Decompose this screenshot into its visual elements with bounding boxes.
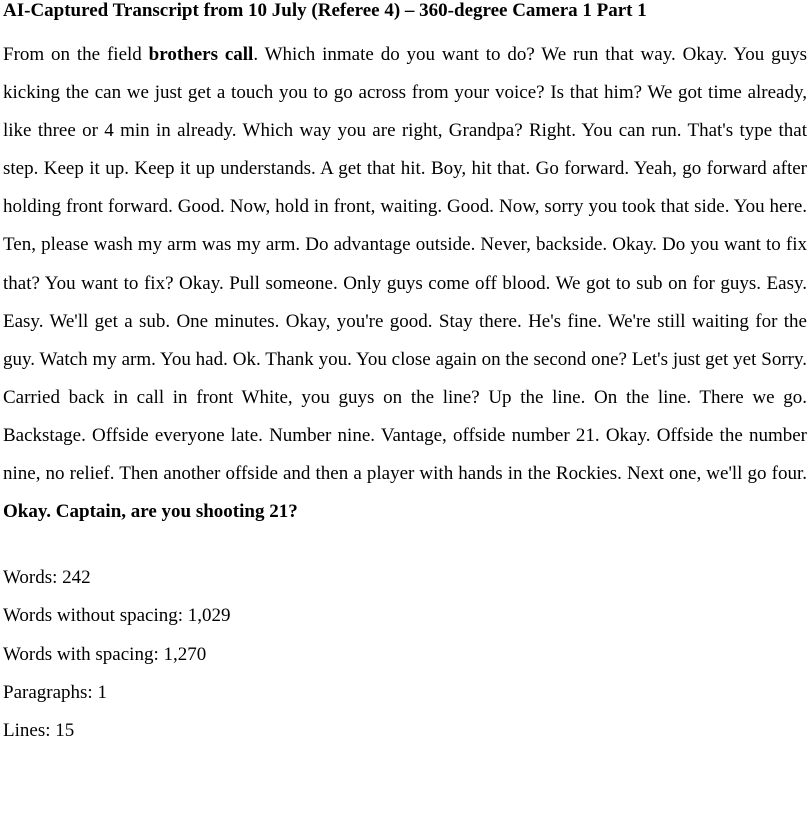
- transcript-lead: From on the field: [3, 44, 149, 65]
- stat-words: Words: 242: [3, 567, 91, 589]
- stat-paragraphs: Paragraphs: 1: [3, 681, 107, 703]
- stat-words-with-spacing: Words with spacing: 1,270: [3, 643, 207, 665]
- transcript-body: . Which inmate do you want to do? We run that way. Okay. You guys kicking the can we just get a touch you to go across from your voice? Is that him? We got time already, like three or 4 min in already. Which way you are right, Grandpa? Right. You can run. That's type that step. Keep it up. Keep it up understands. A get that hit. Boy, hit that. Go forward. Yeah, go forward after holding front forward. Good. Now, hold in front, waiting. Good. Now, sorry you took that side. You here. Ten, please wash my arm was my arm. Do advantage outside. Never, backside. Okay. Do you want to fix that? You want to fix? Okay. Pull someone. Only guys come off blood. We got to sub on for guys. Easy. Easy. We'll get a sub. One minutes. Okay, you're good. Stay there. He's fine. We're still waiting for the guy. Watch my arm. You had. Ok. Thank you. You close again on the second one? Let's just get yet Sorry. Carried back in call in front White, you guys on the line? Up the line. On the line. There we go. Backstage. Offside everyone late. Number nine. Vantage, offside number 21. Okay. Offside the number nine, no relief. Then another offside and then a player with hands in the Rockies. Next one, we'll go four.: [3, 44, 808, 485]
- stat-lines: Lines: 15: [3, 720, 75, 742]
- transcript-end-bold: Okay. Captain, are you shooting 21?: [3, 501, 298, 523]
- document-title: AI-Captured Transcript from 10 July (Referee 4) – 360-degree Camera 1 Part 1: [3, 0, 647, 21]
- stat-words-without-spacing: Words without spacing: 1,029: [3, 605, 231, 627]
- transcript-lead-bold: brothers call: [148, 44, 254, 65]
- transcript-paragraph: [3, 36, 807, 531]
- document-stats: [3, 559, 810, 750]
